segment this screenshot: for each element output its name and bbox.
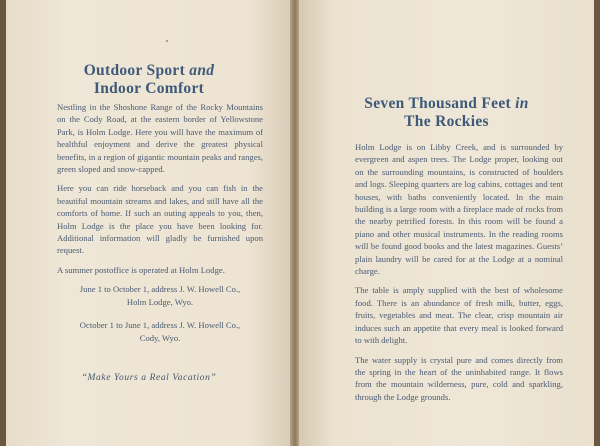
right-heading-italic: in — [515, 95, 529, 112]
right-page — [299, 0, 594, 446]
tagline: “Make Yours a Real Vacation” — [81, 373, 217, 383]
right-paragraph-3: The water supply is crystal pure and comes directly from the spring in the heart of the uninhabited range. It flows from the mountain wilderness, pure, cold and sparkling, through the Lodge grounds. — [355, 354, 563, 402]
winter-address-line2: Cody, Wyo. — [139, 332, 181, 343]
left-heading-line2: Indoor Comfort — [93, 80, 205, 97]
summer-address-line1: June 1 to October 1, address J. W. Howell Co., — [79, 284, 241, 295]
winter-address-line1: October 1 to June 1, address J. W. Howell Co., — [79, 320, 241, 331]
left-page — [6, 0, 292, 446]
left-heading-italic: and — [189, 62, 215, 79]
summer-address-line2: Holm Lodge, Wyo. — [126, 296, 194, 307]
right-paragraph-2: The table is amply supplied with the best of wholesome food. There is an abundance of fresh milk, butter, eggs, fruits, vegetables and meat. The clear, crisp mountain air induces such an appetite that every meal is looked forward to with delight. — [355, 285, 563, 346]
right-page-body — [355, 141, 563, 410]
right-heading-line2: The Rockies — [404, 113, 489, 130]
right-paragraph-1: Holm Lodge is on Libby Creek, and is surrounded by evergreen and aspen trees. The Lodge proper, looking out on the surrounding mountains, is constructed of boulders and logs. Sleeping quarters are log cabins, cottages and tent houses, with baths conveniently located. In the main building is a large room with a fireplace made of rocks from the nearby petrified forests. In this room will be found a piano and other musical instruments. In the reading rooms will be found good books and the latest magazines. Guests’ plain laundry will be cared for at the Lodge at a nominal charge. — [355, 142, 563, 277]
print-speck — [166, 40, 168, 42]
left-page-heading — [6, 62, 292, 98]
left-paragraph-3: A summer postoffice is operated at Holm Lodge. — [57, 264, 225, 275]
left-page-body — [57, 101, 263, 355]
book-edge-right — [594, 0, 600, 446]
winter-address — [57, 319, 263, 344]
summer-address — [57, 283, 263, 308]
left-heading-line1: Outdoor Sport — [83, 62, 186, 79]
right-heading-line1: Seven Thousand Feet — [364, 95, 511, 112]
left-paragraph-2: Here you can ride horseback and you can fish in the beautiful mountain streams and lakes, and still have all the comforts of home. If such an outing appeals to you, then, Holm Lodge is the place you have been looking for. Additional information will gladly be furnished upon request. — [57, 183, 263, 256]
left-paragraph-1: Nestling in the Shoshone Range of the Rocky Mountains on the Cody Road, at the eastern border of Yellowstone Park, is Holm Lodge. Here you will have the maximum of healthful enjoyment and derive the greatest physical benefits, in a region of gigantic mountain peaks and ranges, green sloped and snow-capped. — [57, 102, 263, 175]
right-page-heading — [299, 95, 594, 131]
